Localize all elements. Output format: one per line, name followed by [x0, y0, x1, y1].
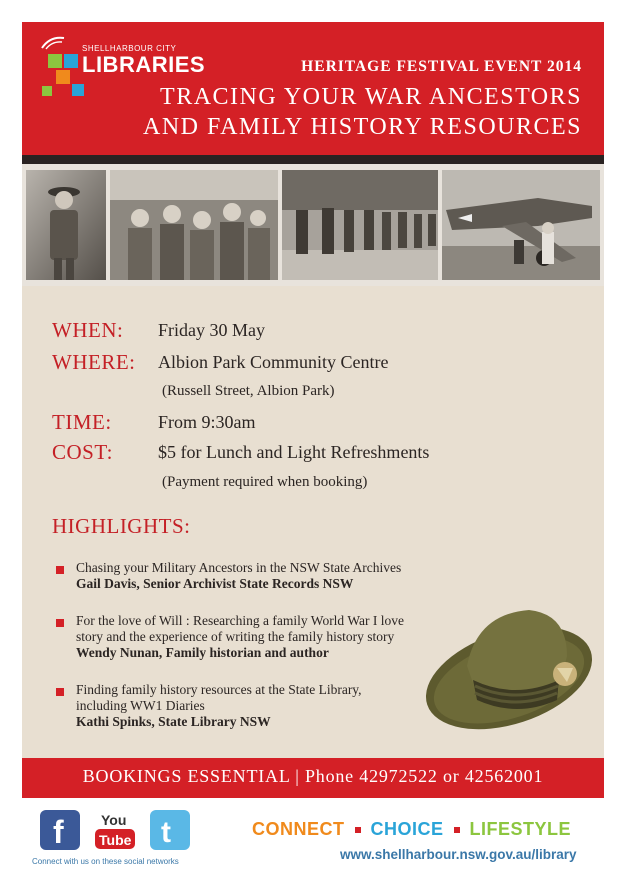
- cost-value: $5 for Lunch and Light Refreshments: [158, 442, 430, 462]
- highlight-item-1: [76, 560, 446, 592]
- highlight-1-speaker: Gail Davis, Senior Archivist State Records NSW: [76, 576, 354, 591]
- logo-small-text: SHELLHARBOUR CITY: [82, 44, 177, 53]
- photo-soldiers-trench: [110, 170, 278, 280]
- highlight-3-speaker: Kathi Spinks, State Library NSW: [76, 714, 271, 729]
- youtube-top-text: You: [101, 812, 127, 828]
- photo-women-parade: [282, 170, 438, 280]
- slouch-hat-image: [417, 596, 597, 746]
- highlight-1-text: Chasing your Military Ancestors in the NSW State Archives: [76, 560, 402, 575]
- tagline-lifestyle: LIFESTYLE: [469, 819, 572, 839]
- when-value: Friday 30 May: [158, 320, 265, 340]
- where-value: Albion Park Community Centre: [158, 352, 389, 372]
- bookings-banner: [22, 758, 604, 798]
- time-label: TIME:: [52, 410, 112, 434]
- header-divider: [22, 155, 604, 164]
- logo-square-green-small: [42, 86, 52, 96]
- tagline-choice: CHOICE: [370, 819, 444, 839]
- header-banner: [22, 22, 604, 155]
- youtube-icon[interactable]: [95, 810, 135, 850]
- tagline-separator: [454, 827, 460, 833]
- highlight-item-2: [76, 613, 446, 661]
- logo-square-green: [48, 54, 62, 68]
- where-note: (Russell Street, Albion Park): [162, 383, 335, 399]
- highlight-bullet: [56, 688, 64, 696]
- cost-note: (Payment required when booking): [162, 474, 368, 490]
- svg-text:t: t: [161, 816, 171, 849]
- logo-square-blue-small: [72, 84, 84, 96]
- photo-soldier-portrait: [26, 170, 106, 280]
- event-title-line-1: TRACING YOUR WAR ANCESTORS: [160, 84, 582, 110]
- facebook-icon[interactable]: [40, 810, 80, 850]
- time-value: From 9:30am: [158, 412, 256, 432]
- youtube-bottom-text: Tube: [99, 832, 132, 848]
- highlight-3-text-line-2: including WW1 Diaries: [76, 698, 205, 713]
- photo-strip: [22, 164, 604, 286]
- svg-text:f: f: [53, 814, 64, 850]
- logo-square-blue: [64, 54, 78, 68]
- event-title-line-2: AND FAMILY HISTORY RESOURCES: [143, 114, 582, 140]
- logo-big-text: LIBRARIES: [82, 52, 206, 77]
- photo-fighter-plane: [442, 170, 600, 280]
- cost-label: COST:: [52, 440, 113, 464]
- event-details-panel: [22, 286, 604, 758]
- highlight-2-speaker: Wendy Nunan, Family historian and author: [76, 645, 329, 660]
- library-website-link[interactable]: www.shellharbour.nsw.gov.au/library: [340, 847, 577, 862]
- logo-swoosh-icon: [40, 34, 66, 50]
- logo-square-orange: [56, 70, 70, 84]
- bookings-text: BOOKINGS ESSENTIAL | Phone 42972522 or 42562001: [82, 766, 544, 786]
- highlight-2-text-line-2: story and the experience of writing the family history story: [76, 629, 395, 644]
- highlight-3-text-line-1: Finding family history resources at the State Library,: [76, 682, 362, 697]
- social-caption: Connect with us on these social networks: [32, 857, 179, 866]
- highlight-bullet: [56, 619, 64, 627]
- highlight-item-3: [76, 682, 446, 730]
- tagline: [252, 819, 571, 840]
- event-line: HERITAGE FESTIVAL EVENT 2014: [301, 58, 582, 75]
- tagline-separator: [355, 827, 361, 833]
- when-label: WHEN:: [52, 318, 124, 342]
- twitter-icon[interactable]: [150, 810, 190, 850]
- where-label: WHERE:: [52, 350, 136, 374]
- highlight-2-text-line-1: For the love of Will : Researching a family World War I love: [76, 613, 404, 628]
- highlights-heading: HIGHLIGHTS:: [52, 514, 191, 538]
- highlight-bullet: [56, 566, 64, 574]
- tagline-connect: CONNECT: [252, 819, 345, 839]
